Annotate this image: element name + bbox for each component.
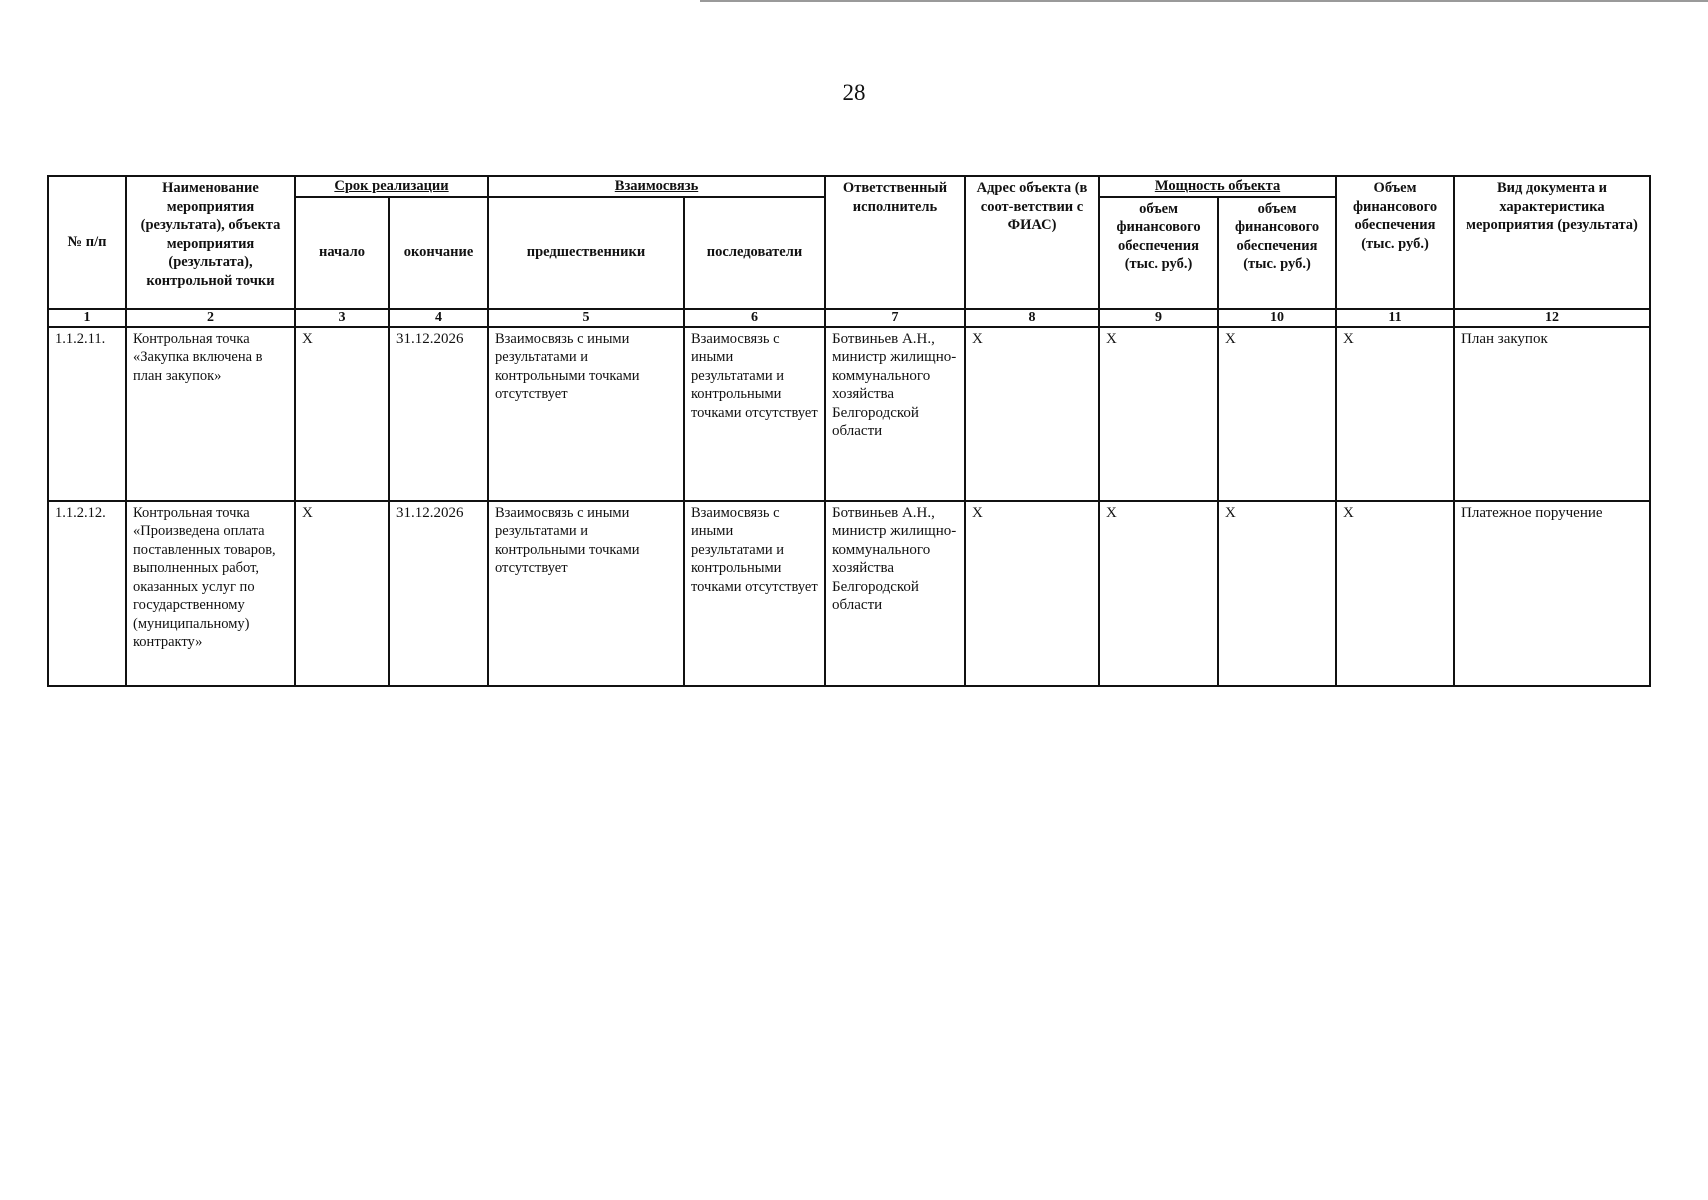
header-responsible: Ответственный исполнитель	[825, 176, 965, 309]
header-address: Адрес объекта (в соот-ветствии с ФИАС)	[965, 176, 1099, 309]
header-period-label: Срок реализации	[334, 178, 449, 194]
table-row	[48, 501, 1650, 686]
row-number: 1.1.2.11.	[48, 327, 126, 501]
header-end: окончание	[389, 197, 488, 309]
row-start: X	[295, 501, 389, 686]
page-number: 28	[842, 80, 866, 105]
header-capacity-label: Мощность объекта	[1154, 178, 1281, 194]
row-fin2: X	[1218, 327, 1336, 501]
header-start: начало	[295, 197, 389, 309]
row-end: 31.12.2026	[389, 327, 488, 501]
row-successors: Взаимосвязь с иными результатами и контрольными точками отсутствует	[684, 327, 825, 501]
row-fin2: X	[1218, 501, 1336, 686]
row-volume: X	[1336, 501, 1454, 686]
plan-table	[47, 175, 1651, 687]
row-fin1: X	[1099, 327, 1218, 501]
row-doc: Платежное поручение	[1454, 501, 1650, 686]
header-name: Наименование мероприятия (результата), объекта мероприятия (результата), контрольной точки	[126, 176, 295, 309]
row-name: Контрольная точка «Произведена оплата поставленных товаров, выполненных работ, оказанных услуг по государственному (муниципальному) контракту»	[126, 501, 295, 686]
row-responsible: Ботвиньев А.Н., министр жилищно-коммунального хозяйства Белгородской области	[825, 327, 965, 501]
top-edge-line	[700, 0, 1708, 2]
column-number-row	[48, 309, 1650, 327]
row-responsible: Ботвиньев А.Н., министр жилищно-коммунального хозяйства Белгородской области	[825, 501, 965, 686]
header-doc: Вид документа и характеристика мероприятия (результата)	[1454, 176, 1650, 309]
header-num: № п/п	[48, 176, 126, 309]
header-link	[488, 176, 825, 197]
header-period	[295, 176, 488, 197]
column-number: 11	[1336, 309, 1454, 327]
row-start: X	[295, 327, 389, 501]
header-fin2: объем финансового обеспечения (тыс. руб.)	[1218, 197, 1336, 309]
header-fin1: объем финансового обеспечения (тыс. руб.)	[1099, 197, 1218, 309]
header-row-1	[48, 176, 1650, 197]
table-row	[48, 327, 1650, 501]
row-predecessors: Взаимосвязь с иными результатами и контрольными точками отсутствует	[488, 327, 684, 501]
header-predecessors: предшественники	[488, 197, 684, 309]
column-number: 8	[965, 309, 1099, 327]
column-number: 6	[684, 309, 825, 327]
row-name: Контрольная точка «Закупка включена в план закупок»	[126, 327, 295, 501]
column-number: 3	[295, 309, 389, 327]
row-volume: X	[1336, 327, 1454, 501]
row-address: X	[965, 501, 1099, 686]
row-fin1: X	[1099, 501, 1218, 686]
column-number: 10	[1218, 309, 1336, 327]
row-predecessors: Взаимосвязь с иными результатами и контрольными точками отсутствует	[488, 501, 684, 686]
row-address: X	[965, 327, 1099, 501]
header-volume: Объем финансового обеспечения (тыс. руб.)	[1336, 176, 1454, 309]
column-number: 7	[825, 309, 965, 327]
column-number: 9	[1099, 309, 1218, 327]
row-successors: Взаимосвязь с иными результатами и контрольными точками отсутствует	[684, 501, 825, 686]
column-number: 12	[1454, 309, 1650, 327]
row-doc: План закупок	[1454, 327, 1650, 501]
column-number: 2	[126, 309, 295, 327]
column-number: 4	[389, 309, 488, 327]
header-capacity	[1099, 176, 1336, 197]
column-number: 5	[488, 309, 684, 327]
column-number: 1	[48, 309, 126, 327]
row-end: 31.12.2026	[389, 501, 488, 686]
header-successors: последователи	[684, 197, 825, 309]
header-link-label: Взаимосвязь	[614, 178, 699, 194]
row-number: 1.1.2.12.	[48, 501, 126, 686]
